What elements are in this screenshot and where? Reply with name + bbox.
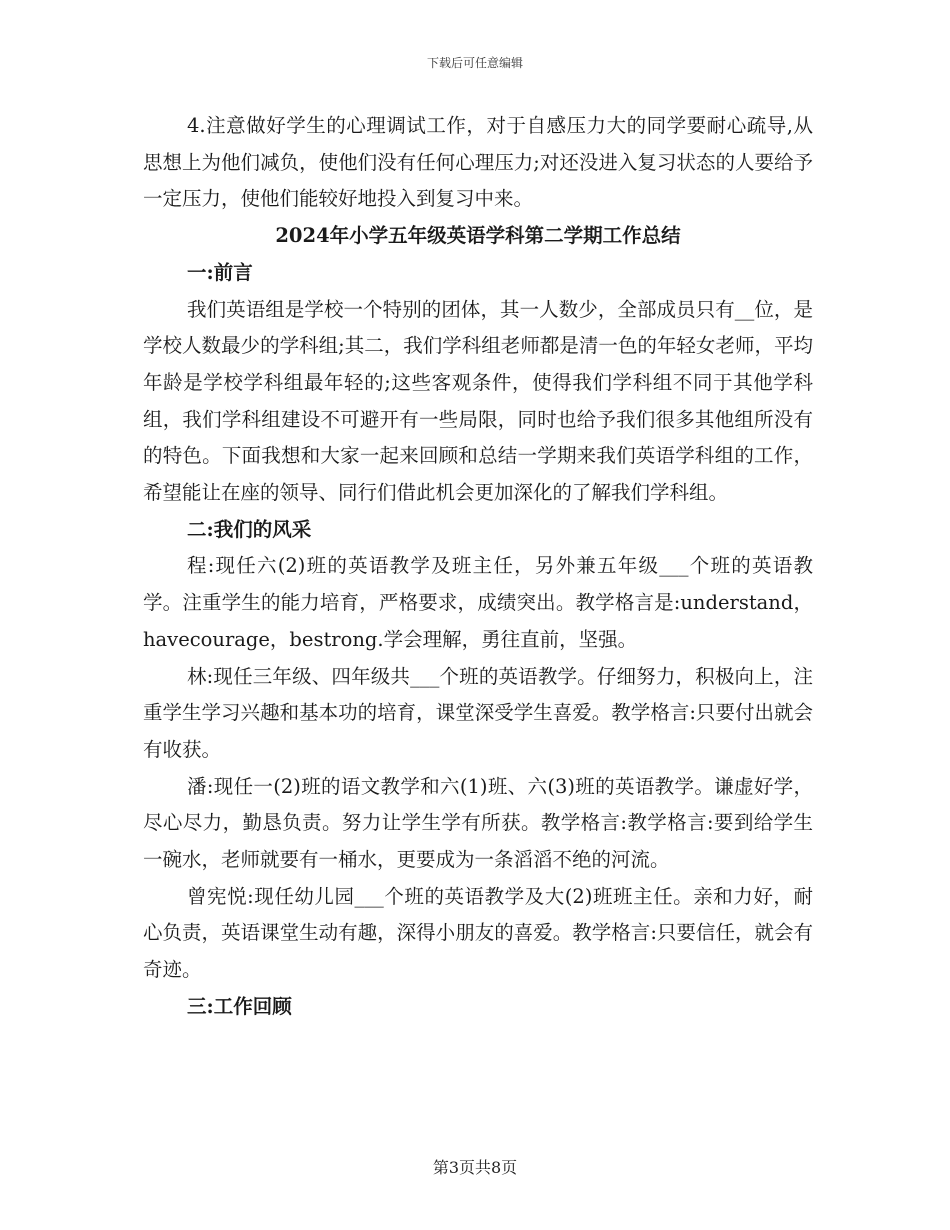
paragraph-preface: 我们英语组是学校一个特别的团体，其一人数少，全部成员只有__位，是学校人数最少的学科组;其二，我们学科组老师都是清一色的年轻女老师，平均年龄是学校学科组最年轻的;这些客观条件，使得我们学科组不同于其他学科组，我们学科组建设不可避开有一些局限，同时也给予我们很多其他组所没有的特色。下面我想和大家一起来回顾和总结一学期来我们英语学科组的工作，希望能让在座的领导、同行们借此机会更加深化的了解我们学科组。 [143,297,813,505]
page-footer: 第3页共8页 [432,1158,518,1177]
paragraph-pan: 潘:现任一(2)班的语文教学和六(1)班、六(3)班的英语教学。谦虚好学，尽心尽力，勤恳负责。努力让学生学有所获。教学格言:教学格言:要到给学生一碗水，老师就要有一桶水，更要成为一条滔滔不绝的河流。 [143,774,813,872]
section-heading-preface: 一:前言 [187,260,253,284]
section-heading-style: 二:我们的风采 [187,517,312,541]
paragraph-zeng: 曾宪悦:现任幼儿园___个班的英语教学及大(2)班班主任。亲和力好，耐心负责，英语课堂生动有趣，深得小朋友的喜爱。教学格言:只要信任，就会有奇迹。 [143,884,813,982]
section-heading-review: 三:工作回顾 [187,994,292,1018]
page-header: 下载后可任意编辑 [426,56,523,70]
paragraph-intro: 4.注意做好学生的心理调试工作，对于自感压力大的同学要耐心疏导,从思想上为他们减负，使他们没有任何心理压力;对还没进入复习状态的人要给予一定压力，使他们能较好地投入到复习中来。 [143,114,813,211]
document-body [143,108,813,1026]
paragraph-lin: 林:现任三年级、四年级共___个班的英语教学。仔细努力，积极向上，注重学生学习兴趣和基本功的培育，课堂深受学生喜爱。教学格言:只要付出就会有收获。 [143,664,813,761]
paragraph-cheng: 程:现任六(2)班的英语教学及班主任，另外兼五年级___个班的英语教学。注重学生的能力培育，严格要求，成绩突出。教学格言是:understand，havecourage，bestrong.学会理解，勇往直前，坚强。 [143,554,813,651]
document-title: 2024年小学五年级英语学科第二学期工作总结 [275,224,681,248]
